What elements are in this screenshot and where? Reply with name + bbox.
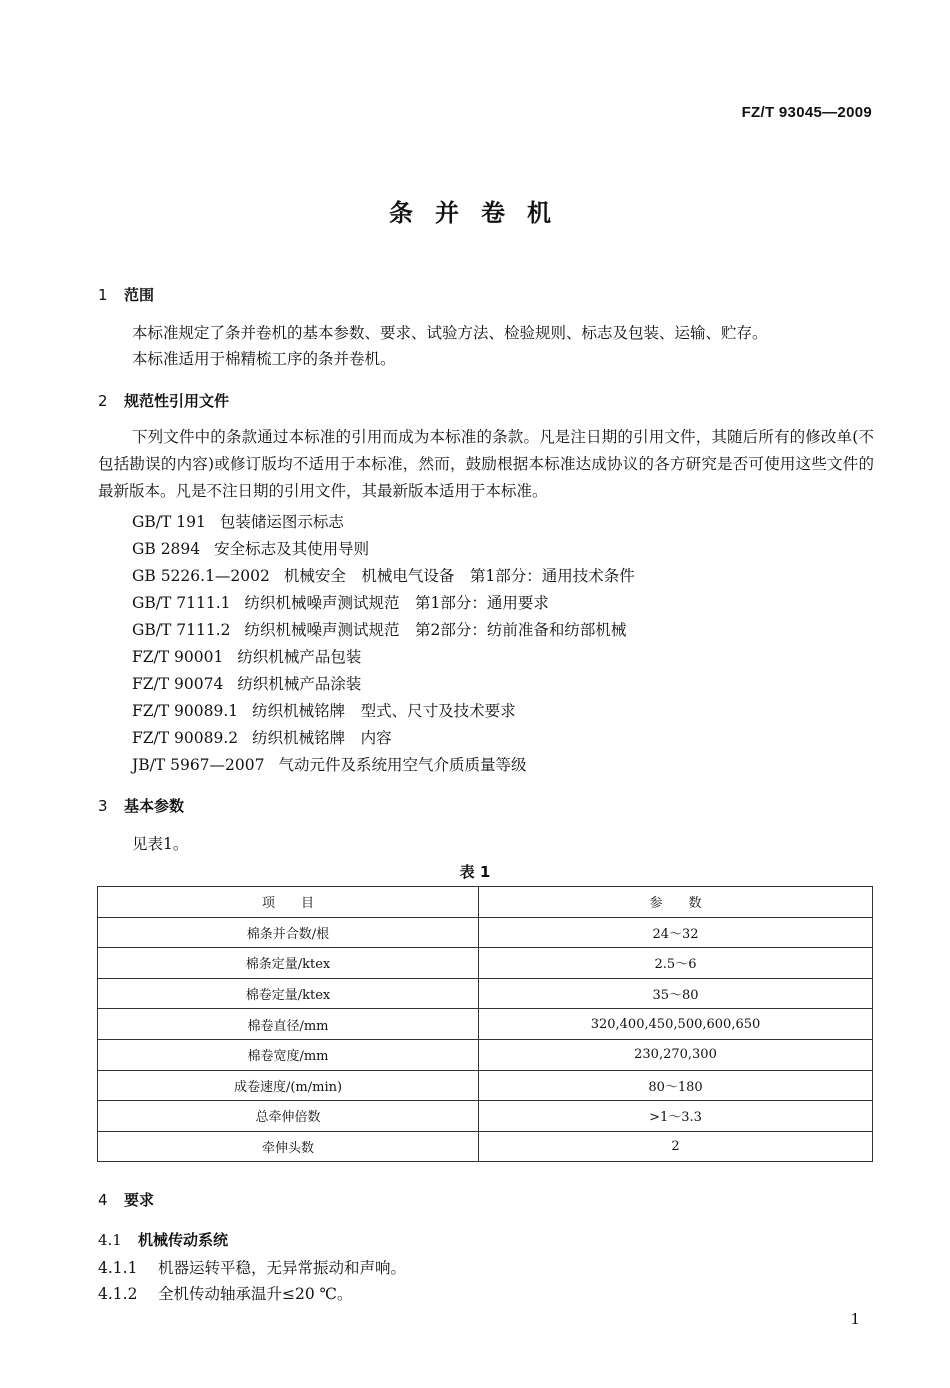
table-row — [98, 948, 873, 979]
section-3-number: 3 — [98, 797, 108, 815]
reference-code: GB 5226.1—2002 — [132, 567, 270, 585]
reference-item — [132, 618, 626, 640]
section-1-heading — [98, 284, 154, 305]
page-title: 条并卷机 — [389, 199, 573, 227]
clause-4-1-2-number: 4.1.2 — [98, 1285, 138, 1303]
reference-code: GB/T 191 — [132, 513, 206, 531]
reference-title: 安全标志及其使用导则 — [214, 540, 370, 558]
table-cell-item: 棉卷直径/mm — [98, 1009, 479, 1040]
reference-title: 纺织机械铭牌 内容 — [252, 729, 392, 747]
reference-title: 纺织机械噪声测试规范 第1部分：通用要求 — [244, 594, 549, 612]
reference-title: 纺织机械噪声测试规范 第2部分：纺前准备和纺部机械 — [244, 621, 627, 639]
section-1-title: 范围 — [124, 286, 155, 304]
section-2-intro: 下列文件中的条款通过本标准的引用而成为本标准的条款。凡是注日期的引用文件，其随后所有的修改单(不包括勘误的内容)或修订版均不适用于本标准，然而，鼓励根据本标准达成协议的各方研究是否可使用这些文件的最新版本。凡是不注日期的引用文件，其最新版本适用于本标准。 — [98, 428, 874, 500]
table-header-item: 项目 — [98, 887, 479, 918]
table-row — [98, 1009, 873, 1040]
reference-title: 机械安全 机械电气设备 第1部分：通用技术条件 — [283, 567, 635, 585]
table-cell-value: 230,270,300 — [479, 1039, 873, 1070]
subsection-4-1-number: 4.1 — [98, 1231, 122, 1249]
table-cell-value: >1～3.3 — [479, 1101, 873, 1132]
table-row — [98, 1131, 873, 1162]
reference-item — [132, 753, 527, 775]
table-row — [98, 1070, 873, 1101]
reference-code: FZ/T 90074 — [132, 675, 224, 693]
table-cell-value: 320,400,450,500,600,650 — [479, 1009, 873, 1040]
section-3-text: 见表1。 — [132, 835, 189, 853]
reference-title: 气动元件及系统用空气介质质量等级 — [278, 756, 527, 774]
section-3-title: 基本参数 — [124, 797, 185, 815]
section-4-title: 要求 — [124, 1191, 155, 1209]
reference-title: 包装储运图示标志 — [219, 513, 344, 531]
reference-code: FZ/T 90001 — [132, 648, 224, 666]
reference-item — [132, 537, 369, 559]
subsection-4-1 — [98, 1229, 228, 1250]
table-cell-value: 2.5～6 — [479, 948, 873, 979]
table-cell-item: 总牵伸倍数 — [98, 1101, 479, 1132]
page-number: 1 — [850, 1310, 860, 1328]
clause-4-1-1 — [98, 1256, 406, 1278]
section-1-para-2: 本标准适用于棉精梳工序的条并卷机。 — [132, 350, 396, 368]
table-cell-item: 棉卷定量/ktex — [98, 978, 479, 1009]
reference-item — [132, 510, 344, 532]
table-row — [98, 1039, 873, 1070]
table-row — [98, 978, 873, 1009]
section-2-number: 2 — [98, 392, 108, 410]
clause-4-1-2-text: 全机传动轴承温升≤20 ℃。 — [158, 1285, 353, 1303]
reference-code: JB/T 5967—2007 — [132, 756, 265, 774]
table-header-parameter: 参数 — [479, 887, 873, 918]
section-2-title: 规范性引用文件 — [124, 392, 230, 410]
section-1-para-1: 本标准规定了条并卷机的基本参数、要求、试验方法、检验规则、标志及包装、运输、贮存。 — [132, 324, 768, 342]
table-row — [98, 1101, 873, 1132]
reference-title: 纺织机械产品包装 — [237, 648, 362, 666]
section-3-heading — [98, 795, 184, 816]
table-cell-item: 成卷速度/(m/min) — [98, 1070, 479, 1101]
table-header-row — [98, 887, 873, 918]
table-cell-item: 棉条并合数/根 — [98, 917, 479, 948]
clause-4-1-2 — [98, 1282, 352, 1304]
reference-title: 纺织机械产品涂装 — [237, 675, 362, 693]
section-4-heading — [98, 1189, 154, 1210]
table-1-title: 表 1 — [459, 863, 491, 881]
reference-code: FZ/T 90089.1 — [132, 702, 239, 720]
reference-item — [132, 591, 549, 613]
table-cell-value: 35～80 — [479, 978, 873, 1009]
section-1-number: 1 — [98, 286, 108, 304]
reference-item — [132, 564, 635, 586]
clause-4-1-1-number: 4.1.1 — [98, 1259, 138, 1277]
reference-title: 纺织机械铭牌 型式、尺寸及技术要求 — [252, 702, 516, 720]
section-2-heading — [98, 390, 229, 411]
subsection-4-1-title: 机械传动系统 — [138, 1231, 229, 1249]
clause-4-1-1-text: 机器运转平稳，无异常振动和声响。 — [158, 1259, 407, 1277]
table-cell-value: 80～180 — [479, 1070, 873, 1101]
reference-item — [132, 699, 516, 721]
table-1 — [97, 886, 873, 1162]
table-cell-item: 牵伸头数 — [98, 1131, 479, 1162]
reference-item — [132, 726, 392, 748]
table-cell-value: 2 — [479, 1131, 873, 1162]
table-row — [98, 917, 873, 948]
table-cell-item: 棉条定量/ktex — [98, 948, 479, 979]
table-cell-value: 24～32 — [479, 917, 873, 948]
reference-item — [132, 645, 361, 667]
standard-number: FZ/T 93045—2009 — [741, 104, 872, 121]
table-cell-item: 棉卷宽度/mm — [98, 1039, 479, 1070]
reference-item — [132, 672, 361, 694]
section-4-number: 4 — [98, 1191, 108, 1209]
reference-code: FZ/T 90089.2 — [132, 729, 239, 747]
reference-code: GB 2894 — [132, 540, 201, 558]
reference-code: GB/T 7111.2 — [132, 621, 231, 639]
reference-code: GB/T 7111.1 — [132, 594, 231, 612]
